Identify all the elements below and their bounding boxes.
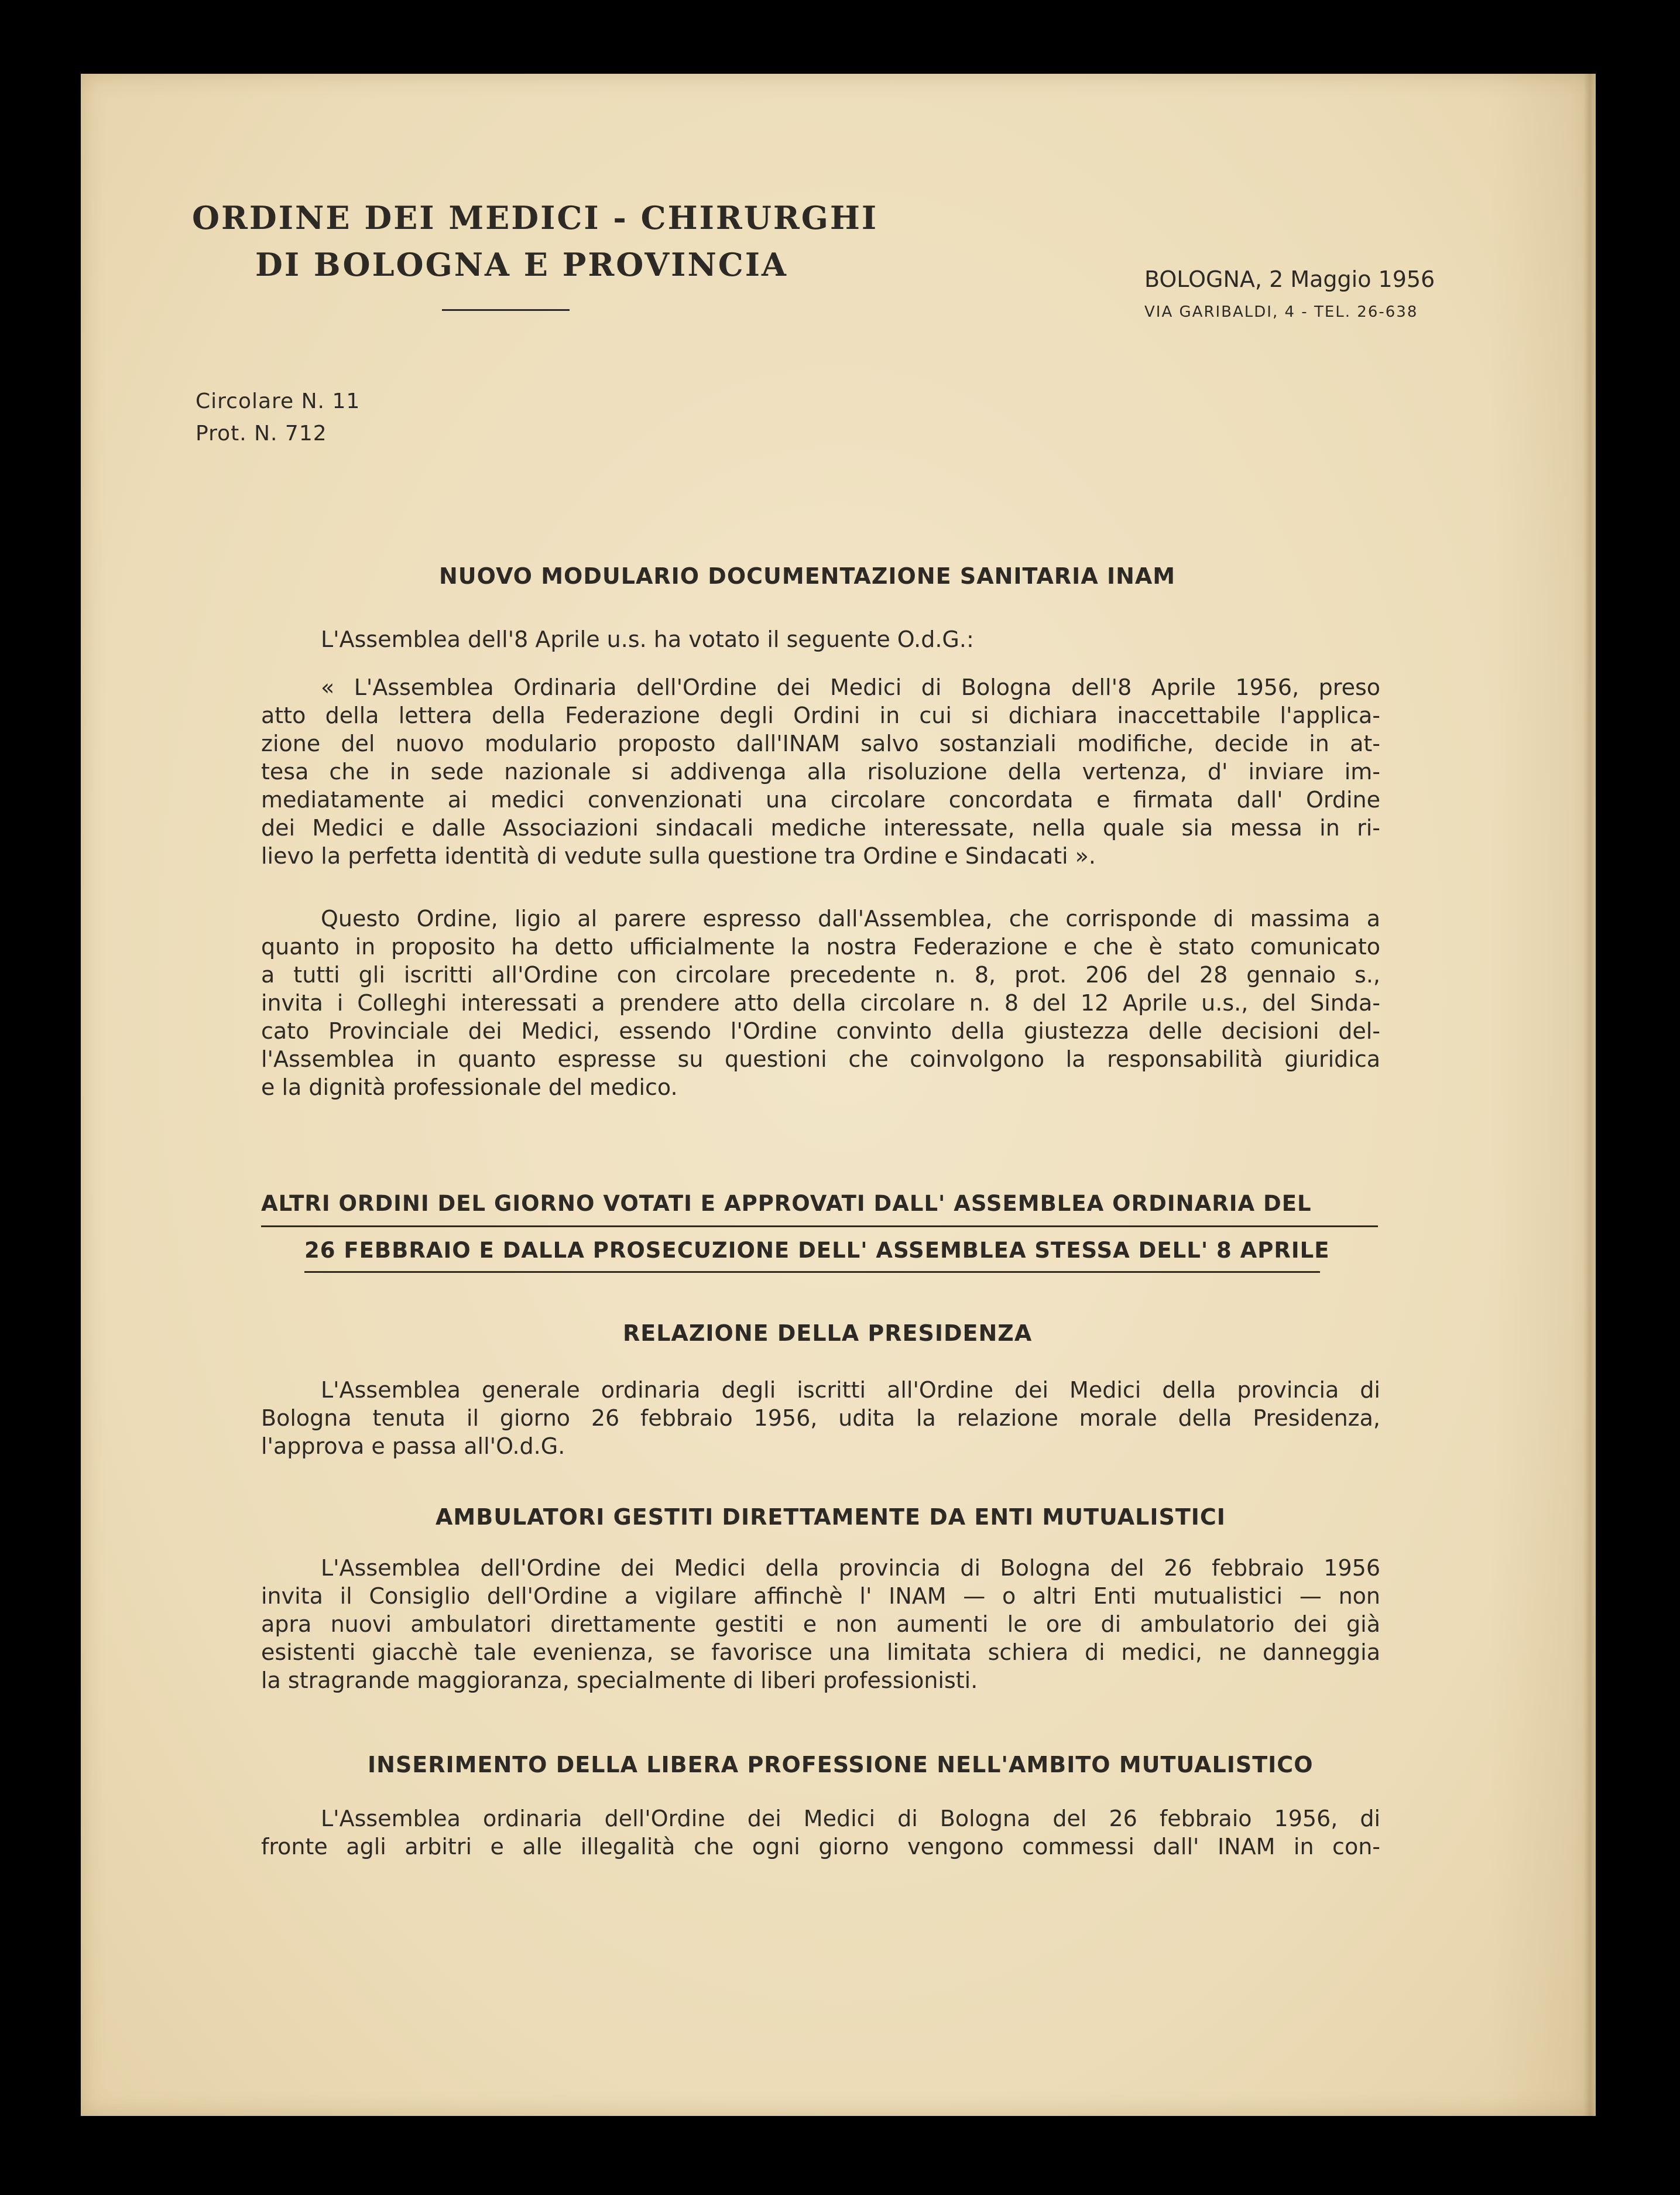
section-title-ambulatori: AMBULATORI GESTITI DIRETTAMENTE DA ENTI MUTUALISTICI [436,1504,1226,1530]
section-title-libera-professione: INSERIMENTO DELLA LIBERA PROFESSIONE NELL'AMBITO MUTUALISTICO [368,1752,1314,1778]
section-title-altri-ordini-line2: 26 FEBBRAIO E DALLA PROSECUZIONE DELL' ASSEMBLEA STESSA DELL' 8 APRILE [304,1238,1330,1263]
section-title-altri-ordini-line1: ALTRI ORDINI DEL GIORNO VOTATI E APPROVATI DALL' ASSEMBLEA ORDINARIA DEL [261,1191,1312,1216]
section-title-relazione: RELAZIONE DELLA PRESIDENZA [623,1320,1033,1346]
body-line: cato Provinciale dei Medici, essendo l'Ordine convinto della giustezza delle decisioni del- [261,1018,1380,1044]
quote-line: zione del nuovo modulario proposto dall'INAM salvo sostanziali modifiche, decide in at- [261,731,1380,756]
quote-line: mediatamente ai medici convenzionati una circolare concordata e firmata dall' Ordine [261,787,1380,813]
body-line: Bologna tenuta il giorno 26 febbraio 1956, udita la relazione morale della Presidenza, [261,1405,1380,1431]
body-line: fronte agli arbitri e alle illegalità che ogni giorno vengono commessi dall' INAM in con- [261,1834,1380,1860]
body-line: invita i Colleghi interessati a prendere atto della circolare n. 8 del 12 Aprile u.s., del Sinda- [261,990,1380,1016]
body-line: la stragrande maggioranza, specialmente di liberi professionisti. [261,1667,978,1693]
body-line: quanto in proposito ha detto ufficialmente la nostra Federazione e che è stato comunicato [261,934,1380,960]
body-line: L'Assemblea ordinaria dell'Ordine dei Medici di Bologna del 26 febbraio 1956, di [321,1806,1380,1831]
org-name-line2: DI BOLOGNA E PROVINCIA [255,246,788,283]
letter-date: BOLOGNA, 2 Maggio 1956 [1144,266,1435,292]
body-line: invita il Consiglio dell'Ordine a vigilare affinchè l' INAM — o altri Enti mutualistici — non [261,1583,1380,1609]
org-name-line1: ORDINE DEI MEDICI - CHIRURGHI [192,199,879,237]
body-line: apra nuovi ambulatori direttamente gestiti e non aumenti le ore di ambulatorio dei già [261,1611,1380,1637]
section2-rule-1 [261,1225,1378,1227]
body-line: L'Assemblea generale ordinaria degli iscritti all'Ordine dei Medici della provincia di [321,1377,1380,1403]
quote-line: lievo la perfetta identità di vedute sulla questione tra Ordine e Sindacati ». [261,843,1096,869]
paper-fold-crease [1583,74,1596,2116]
body-line: Questo Ordine, ligio al parere espresso dall'Assemblea, che corrisponde di massima a [321,906,1380,932]
libera-professione-body [261,1804,1380,1861]
quote-line: « L'Assemblea Ordinaria dell'Ordine dei Medici di Bologna dell'8 Aprile 1956, preso [321,674,1380,700]
section1-body [261,905,1380,1101]
circolare-number: Circolare N. 11 [196,389,361,413]
quote-line: dei Medici e dalle Associazioni sindacali mediche interessate, nella quale sia messa in ri- [261,815,1380,841]
relazione-body [261,1376,1380,1460]
quote-line: tesa che in sede nazionale si addivenga alla risoluzione della vertenza, d' inviare im- [261,759,1380,785]
section-title-modulario: NUOVO MODULARIO DOCUMENTAZIONE SANITARIA INAM [439,563,1176,589]
odg-quote [261,673,1380,870]
quote-line: atto della lettera della Federazione degli Ordini in cui si dichiara inaccettabile l'applica- [261,703,1380,728]
body-line: esistenti giacchè tale evenienza, se favorisce una limitata schiera di medici, ne danneggia [261,1639,1380,1665]
body-line: l'approva e passa all'O.d.G. [261,1433,565,1459]
body-line: l'Assemblea in quanto espresse su questioni che coinvolgono la responsabilità giuridica [261,1046,1380,1072]
section-intro: L'Assemblea dell'8 Aprile u.s. ha votato il seguente O.d.G.: [321,626,974,652]
section2-rule-2 [304,1271,1320,1273]
body-line: a tutti gli iscritti all'Ordine con circolare precedente n. 8, prot. 206 del 28 gennaio s., [261,962,1380,988]
body-line: L'Assemblea dell'Ordine dei Medici della provincia di Bologna del 26 febbraio 1956 [321,1555,1380,1581]
protocol-number: Prot. N. 712 [196,422,327,446]
letter-address: VIA GARIBALDI, 4 - TEL. 26-638 [1144,303,1418,321]
header-rule [442,309,570,311]
body-line: e la dignità professionale del medico. [261,1074,678,1100]
ambulatori-body [261,1554,1380,1694]
